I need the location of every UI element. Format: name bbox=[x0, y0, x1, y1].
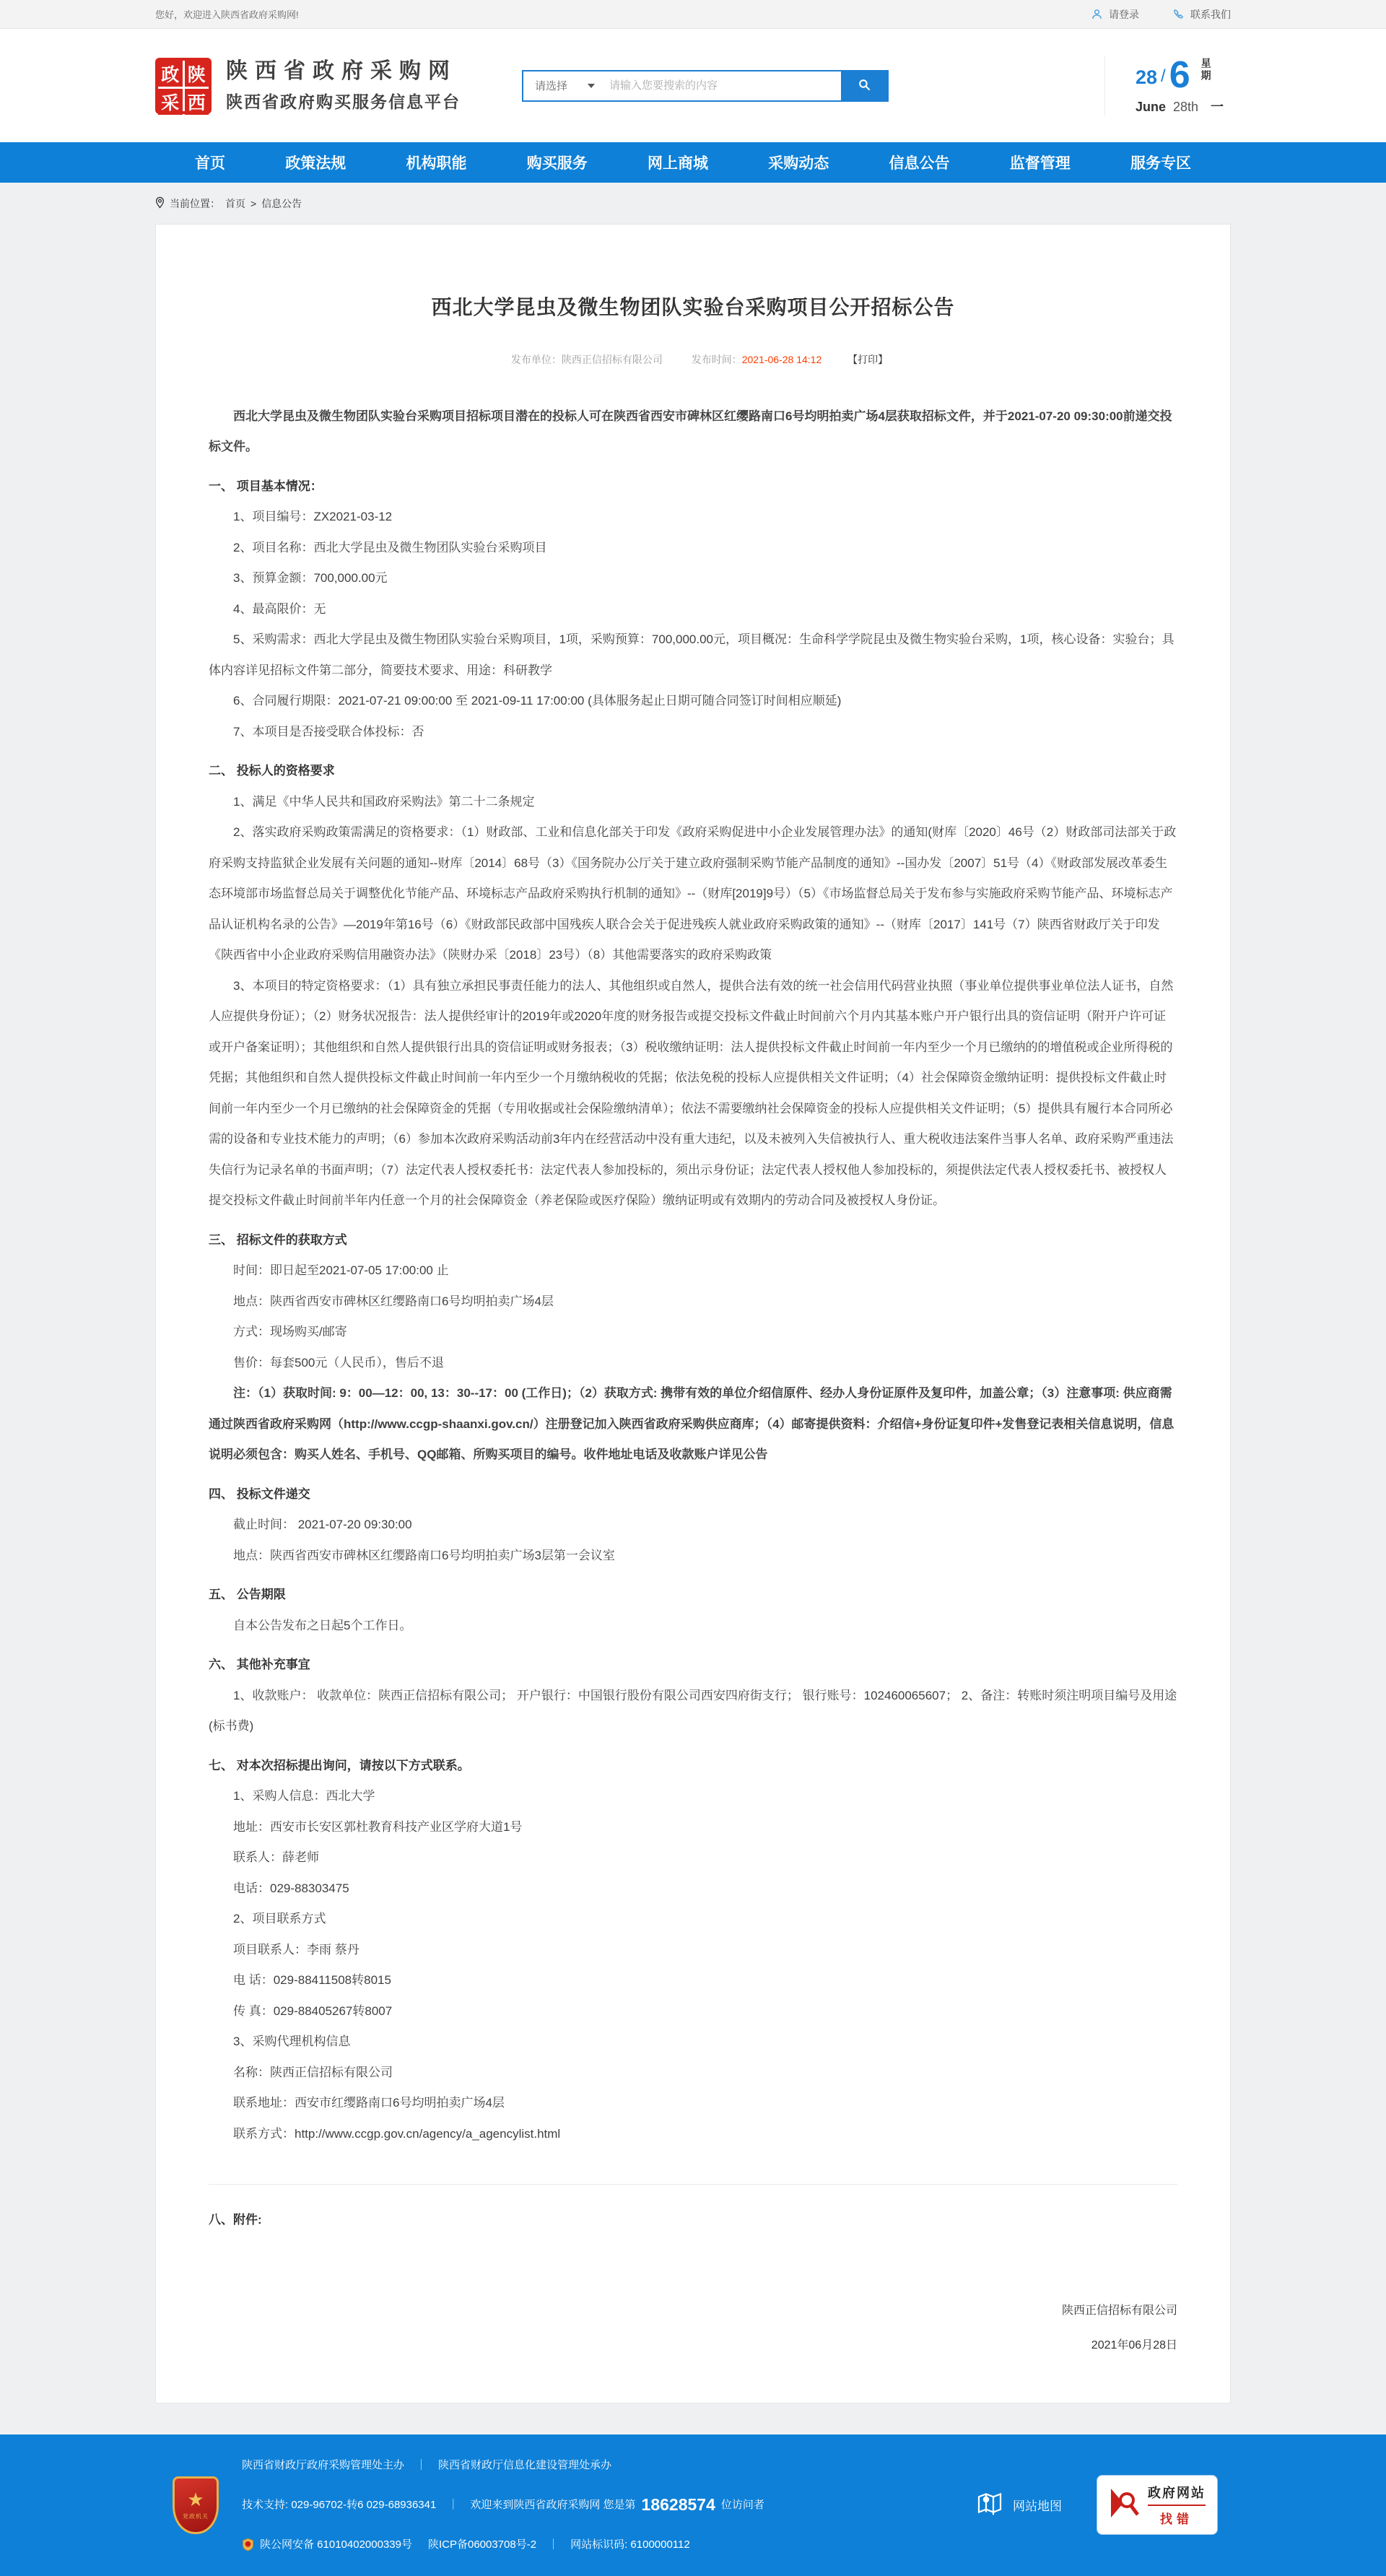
article-body bbox=[209, 401, 1177, 2236]
date-weekday: 一 bbox=[1211, 99, 1224, 114]
err-badge-subtitle: 找错 bbox=[1160, 2512, 1193, 2527]
print-button[interactable]: 【打印】 bbox=[847, 353, 889, 365]
date-month: 6 bbox=[1169, 53, 1190, 96]
icp-beian-number[interactable]: 陕ICP备06003708号-2 bbox=[427, 2538, 537, 2551]
breadcrumb-label: 当前位置： bbox=[170, 197, 220, 209]
footer-separator-3: ｜ bbox=[548, 2538, 559, 2551]
article-paragraph: 时间：即日起至2021-07-05 17:00:00 止 bbox=[233, 1263, 449, 1278]
article-paragraph: 联系地址：西安市红缨路南口6号均明拍卖广场4层 bbox=[233, 2096, 505, 2110]
article-paragraph: 1、满足《中华人民共和国政府采购法》第二十二条规定 bbox=[233, 794, 535, 809]
footer-co-organizer: 陕西省财政厅信息化建设管理处承办 bbox=[438, 2458, 612, 2471]
page-title: 西北大学昆虫及微生物团队实验台采购项目公开招标公告 bbox=[431, 295, 955, 318]
site-logo[interactable] bbox=[155, 58, 212, 114]
date-separator: / bbox=[1161, 66, 1166, 86]
footer-welcome-prefix: 欢迎来到陕西省政府采购网 您是第 bbox=[470, 2499, 636, 2511]
police-badge-icon bbox=[242, 2538, 254, 2551]
gov-site-error-report-badge[interactable] bbox=[1097, 2475, 1218, 2535]
article-paragraph: 联系人：薛老师 bbox=[233, 1850, 319, 1865]
map-icon bbox=[975, 2489, 1004, 2521]
section-heading: 四、 投标文件递交 bbox=[209, 1487, 310, 1501]
err-badge-title: 政府网站 bbox=[1148, 2483, 1206, 2506]
site-header bbox=[0, 29, 1386, 142]
section-heading: 一、 项目基本情况： bbox=[209, 479, 323, 493]
magnifier-icon bbox=[858, 78, 871, 94]
article-paragraph: 联系方式：http://www.ccgp.gov.cn/agency/a_agencylist.html bbox=[233, 2126, 561, 2141]
article-paragraph: 注：（1）获取时间: 9：00—12：00, 13：30--17：00 (工作日)；（2）获取方式: 携带有效的单位介绍信原件、经办人身份证原件及复印件，加盖公章；（3）注意事项: 供应商需通过陕西省政府采购网（http://www.ccgp-shaanxi.gov.cn/）注册登记加入陕西省政府采购供应商库；（4）邮寄提供资料：介绍信+身份证复印件+发售登记表相关信息说明，信息说明必须包含：购买人姓名、手机号、QQ邮箱、所购买项目的编号。收件地址电话及收款账户详见公告 bbox=[209, 1386, 1174, 1462]
section-heading: 二、 投标人的资格要求 bbox=[209, 764, 335, 778]
sitemap-link[interactable] bbox=[975, 2489, 1062, 2521]
contact-label: 联系我们 bbox=[1190, 8, 1231, 20]
article-paragraph: 4、最高限价：无 bbox=[233, 601, 326, 616]
section-heading: 六、 其他补充事宜 bbox=[209, 1658, 310, 1672]
article-paragraph: 2、项目名称：西北大学昆虫及微生物团队实验台采购项目 bbox=[233, 540, 547, 554]
section-divider bbox=[209, 2184, 1177, 2185]
article-meta bbox=[209, 352, 1177, 367]
article-paragraph: 传 真：029-88405267转8007 bbox=[233, 2003, 393, 2018]
article-paragraph: 项目联系人：李雨 蔡丹 bbox=[233, 1942, 359, 1957]
date-month-en: June bbox=[1136, 99, 1167, 114]
contact-link[interactable] bbox=[1172, 7, 1231, 22]
site-footer bbox=[0, 2434, 1386, 2576]
logo-char-bl: 采 bbox=[158, 89, 183, 115]
login-link[interactable] bbox=[1091, 7, 1139, 22]
section-heading: 八、附件: bbox=[209, 2213, 262, 2227]
breadcrumb-bar bbox=[0, 183, 1386, 224]
nav-item-8[interactable]: 服务专区 bbox=[1130, 155, 1191, 172]
breadcrumb-home-link[interactable]: 首页 bbox=[225, 197, 245, 209]
nav-item-5[interactable]: 采购动态 bbox=[768, 155, 829, 172]
logo-char-tl: 政 bbox=[158, 61, 183, 87]
article-paragraph: 地点：陕西省西安市碑林区红缨路南口6号均明拍卖广场3层第一会议室 bbox=[233, 1548, 615, 1562]
footer-tech-support: 技术支持: 029-96702-转6 029-68936341 bbox=[242, 2499, 437, 2511]
date-day-en: 28th bbox=[1173, 99, 1199, 114]
nav-item-2[interactable]: 机构职能 bbox=[406, 155, 467, 172]
search-box bbox=[522, 70, 889, 102]
site-title: 陕西省政府采购网 bbox=[226, 58, 457, 83]
visitor-count: 18628574 bbox=[641, 2495, 715, 2515]
date-day: 28 bbox=[1136, 66, 1158, 88]
section-heading: 七、 对本次招标提出询问，请按以下方式联系。 bbox=[209, 1758, 470, 1772]
topbar bbox=[0, 0, 1386, 29]
article-paragraph: 6、合同履行期限：2021-07-21 09:00:00 至 2021-09-11 17:00:00 (具体服务起止日期可随合同签订时间相应顺延) bbox=[233, 694, 842, 708]
article-paragraph: 电 话：029-88411508转8015 bbox=[233, 1973, 391, 1988]
welcome-text: 您好，欢迎进入陕西省政府采购网! bbox=[155, 9, 299, 20]
publish-time-value: 2021-06-28 14:12 bbox=[741, 353, 822, 365]
breadcrumb-separator: > bbox=[250, 197, 257, 209]
site-subtitle: 陕西省政府购买服务信息平台 bbox=[226, 92, 461, 111]
footer-separator-2: ｜ bbox=[448, 2499, 459, 2511]
party-government-shield bbox=[173, 2476, 219, 2534]
article-paragraph: 2、项目联系方式 bbox=[233, 1912, 326, 1926]
article-paragraph: 1、收款账户： 收款单位：陕西正信招标有限公司； 开户银行：中国银行股份有限公司西安四府街支行； 银行账号：102460065607； 2、备注：转账时须注明项目编号及用途(标书费) bbox=[209, 1688, 1177, 1733]
article-paragraph: 3、本项目的特定资格要求：（1）具有独立承担民事责任能力的法人、其他组织或自然人，提供合法有效的统一社会信用代码营业执照（事业单位提供事业单位法人证书，自然人应提供身份证）；（2）财务状况报告：法人提供经审计的2019年或2020年度的财务报告或提交投标文件截止时间前六个月内其基本账户开户银行出具的资信证明（附开户许可证或开户备案证明）；其他组织和自然人提供银行出具的资信证明或财务报表；（3）税收缴纳证明：法人提供投标文件截止时间前一年内至少一个月已缴纳的的增值税或企业所得税的凭据；其他组织和自然人提供投标文件截止时间前一年内至少一个月缴纳税收的凭据；依法免税的投标人应提供相关文件证明；（4）社会保障资金缴纳证明：提供投标文件截止时间前一年内至少一个月已缴纳的社会保障资金的凭据（专用收据或社会保险缴纳清单）；依法不需要缴纳社会保障资金的投标人应提供相关文件证明；（5）提供具有履行本合同所必需的设备和专业技术能力的声明；（6）参加本次政府采购活动前3年内在经营活动中没有重大违纪，以及未被列入失信被执行人、重大税收违法案件当事人名单、政府采购严重违法失信行为记录名单的书面声明；（7）法定代表人授权委托书：法定代表人参加投标的，须出示身份证；法定代表人授权他人参加投标的，须提供法定代表人授权委托书、被授权人提交投标文件截止时间前半年内任意一个月的社会保障资金（养老保险或医疗保险）缴纳证明或有效期内的劳动合同及被授权人身份证。 bbox=[209, 978, 1174, 1208]
error-magnifier-flag-icon bbox=[1109, 2486, 1141, 2524]
article-paragraph: 售价：每套500元（人民币），售后不退 bbox=[233, 1355, 444, 1370]
section-heading: 三、 招标文件的获取方式 bbox=[209, 1232, 347, 1247]
search-button[interactable] bbox=[841, 71, 887, 100]
location-pin-icon bbox=[155, 196, 165, 211]
article-paragraph: 1、项目编号：ZX2021-03-12 bbox=[233, 510, 393, 524]
article-paragraph: 5、采购需求：西北大学昆虫及微生物团队实验台采购项目，1项，采购预算：700,000.00元，项目概况：生命科学学院昆虫及微生物实验台采购，1项，核心设备：实验台；具体内容详见招标文件第二部分，简要技术要求、用途：科研教学 bbox=[209, 632, 1174, 677]
article-paragraph: 7、本项目是否接受联合体投标：否 bbox=[233, 724, 424, 739]
nav-item-3[interactable]: 购买服务 bbox=[526, 155, 588, 172]
article-paragraph: 3、采购代理机构信息 bbox=[233, 2035, 351, 2049]
article-paragraph: 截止时间： 2021-07-20 09:30:00 bbox=[233, 1518, 412, 1532]
logo-seal-grid bbox=[158, 61, 209, 111]
police-beian-number[interactable]: 陕公网安备 61010402000339号 bbox=[260, 2538, 412, 2551]
announcement-card bbox=[155, 224, 1231, 2403]
search-category-select[interactable] bbox=[523, 71, 606, 100]
article-paragraph: 地点：陕西省西安市碑林区红缨路南口6号均明拍卖广场4层 bbox=[233, 1294, 554, 1308]
nav-item-4[interactable]: 网上商城 bbox=[648, 155, 708, 172]
publisher-value: 陕西正信招标有限公司 bbox=[561, 353, 663, 365]
article-paragraph: 电话：029-88303475 bbox=[233, 1881, 349, 1895]
caret-down-icon bbox=[588, 84, 595, 88]
article-paragraph: 1、采购人信息：西北大学 bbox=[233, 1789, 375, 1803]
article-paragraph: 西北大学昆虫及微生物团队实验台采购项目招标项目潜在的投标人可在陕西省西安市碑林区红缨路南口6号均明拍卖广场4层获取招标文件，并于2021-07-20 09:30:00前递交投标文件。 bbox=[209, 409, 1172, 454]
search-select-label: 请选择 bbox=[535, 80, 568, 92]
footer-welcome-suffix: 位访问者 bbox=[720, 2499, 764, 2511]
emblem-star-icon: ★ bbox=[187, 2488, 204, 2510]
article-paragraph: 名称：陕西正信招标有限公司 bbox=[233, 2065, 393, 2079]
article-paragraph: 自本公告发布之日起5个工作日。 bbox=[233, 1618, 412, 1632]
footer-separator: ｜ bbox=[416, 2458, 427, 2471]
breadcrumb-current: 信息公告 bbox=[261, 197, 302, 209]
main-nav-list bbox=[155, 142, 1231, 183]
nav-item-0[interactable]: 首页 bbox=[195, 155, 225, 172]
footer-gap bbox=[0, 2403, 1386, 2434]
main-nav bbox=[0, 142, 1386, 183]
signature-company: 陕西正信招标有限公司 bbox=[1061, 2304, 1177, 2317]
nav-item-1[interactable]: 政策法规 bbox=[285, 155, 346, 172]
user-icon bbox=[1091, 8, 1103, 20]
date-widget bbox=[1104, 53, 1231, 116]
phone-icon bbox=[1172, 8, 1185, 20]
search-input[interactable] bbox=[606, 71, 841, 100]
logo-char-tr: 陕 bbox=[185, 61, 209, 87]
publish-time-label: 发布时间： bbox=[691, 353, 742, 365]
article-paragraph: 2、落实政府采购政策需满足的资格要求：（1）财政部、工业和信息化部关于印发《政府采购促进中小企业发展管理办法》的通知(财库〔2020〕46号（2）财政部司法部关于政府采购支持监狱企业发展有关问题的通知--财库〔2014〕68号（3）《国务院办公厅关于建立政府强制采购节能产品制度的通知》--国办发〔2007〕51号（4）《财政部发展改革委生态环境部市场监督总局关于调整优化节能产品、环境标志产品政府采购执行机制的通知》--（财库[2019]9号）（5）《市场监督总局关于发布参与实施政府采购节能产品、环境标志产品认证机构名录的公告》—2019年第16号（6）《财政部民政部中国残疾人联合会关于促进残疾人就业政府采购政策的通知》--（财库〔2017〕141号（7）陕西省财政厅关于印发《陕西省中小企业政府采购信用融资办法》（陕财办采〔2018〕23号）（8）其他需要落实的政府采购政策 bbox=[209, 825, 1177, 962]
footer-organizer: 陕西省财政厅政府采购管理处主办 bbox=[242, 2458, 405, 2471]
logo-char-br: 西 bbox=[185, 89, 209, 115]
date-week-label: 星期 bbox=[1200, 57, 1212, 82]
publisher-label: 发布单位： bbox=[510, 353, 562, 365]
nav-item-7[interactable]: 监督管理 bbox=[1009, 155, 1071, 172]
emblem-label: 党政机关 bbox=[183, 2512, 209, 2520]
site-code: 网站标识码: 6100000112 bbox=[570, 2538, 690, 2551]
nav-item-6[interactable]: 信息公告 bbox=[889, 155, 950, 172]
sitemap-label: 网站地图 bbox=[1013, 2499, 1062, 2514]
article-paragraph: 地址：西安市长安区郭杜教育科技产业区学府大道1号 bbox=[233, 1819, 523, 1834]
signature-block bbox=[209, 2294, 1177, 2363]
section-heading: 五、 公告期限 bbox=[209, 1588, 286, 1602]
article-paragraph: 方式：现场购买/邮寄 bbox=[233, 1325, 347, 1339]
login-label: 请登录 bbox=[1109, 8, 1139, 20]
article-paragraph: 3、预算金额：700,000.00元 bbox=[233, 571, 388, 586]
signature-date: 2021年06月28日 bbox=[1091, 2338, 1177, 2351]
